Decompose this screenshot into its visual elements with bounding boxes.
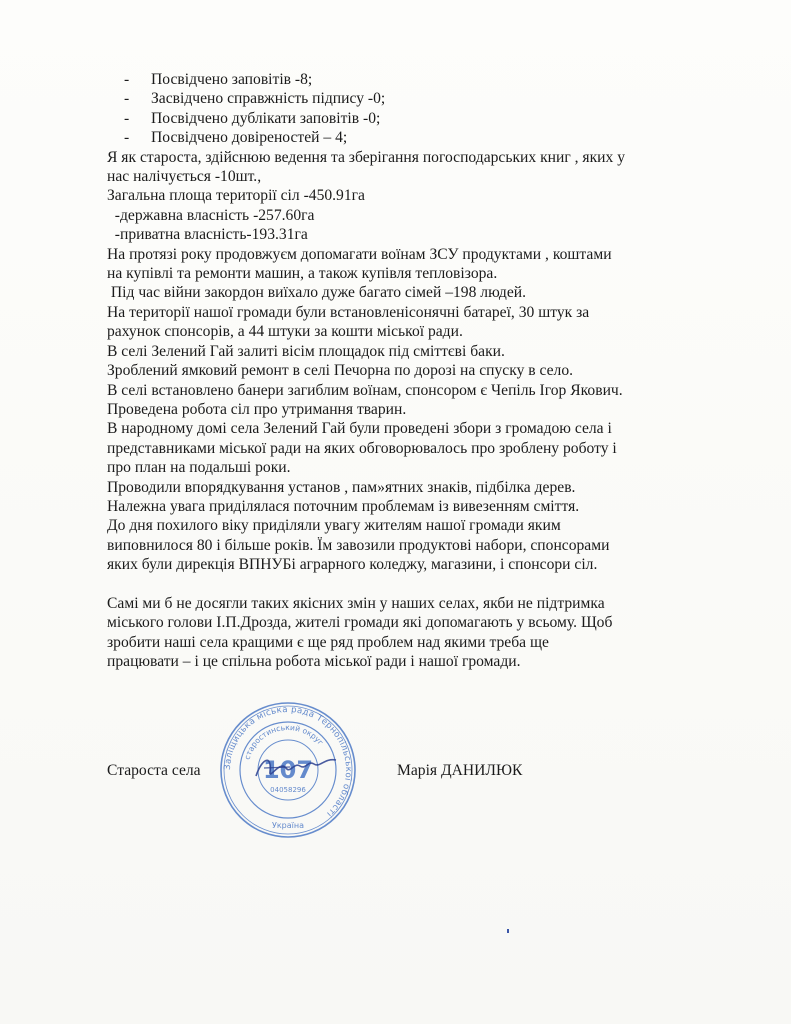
signer-title: Староста села — [107, 762, 201, 779]
text-line: В селі Зелений Гай залиті вісім площадок під сміттєві баки. — [107, 342, 505, 360]
text-line: -приватна власність-193.31га — [107, 226, 308, 244]
stamp-outer-text: Заліщицька міська рада Тернопільської області — [222, 704, 354, 819]
text-line: Проводили впорядкування установ , пам»ятних знаків, підбілка дерев. — [107, 478, 576, 496]
stamp-country: Україна — [271, 821, 305, 830]
signer-name: Марія ДАНИЛЮК — [397, 762, 523, 779]
text-line: нас налічується -10шт., — [107, 168, 262, 186]
list-item: - Засвідчено справжність підпису -0; — [124, 90, 386, 108]
text-line: виповнилося 80 і більше років. Їм завозили продуктові набори, спонсорами — [107, 536, 610, 554]
text-line: На території нашої громади були встановленісонячні батареї, 30 штук за — [107, 303, 590, 321]
text-line: Зроблений ямковий ремонт в селі Печорна по дорозі на спуску в село. — [107, 362, 574, 380]
document-body — [107, 70, 747, 672]
text-line: міського голови І.П.Дрозда, жителі громади які допомагають у всьому. Щоб — [107, 614, 613, 632]
text-line: на купівлі та ремонти машин, а також купівля тепловізора. — [107, 265, 498, 283]
text-line: рахунок спонсорів, а 44 штуки за кошти міської ради. — [107, 323, 463, 341]
handwritten-signature — [250, 750, 340, 786]
text-line: В народному домі села Зелений Гай були проведені збори з громадою села і — [107, 420, 612, 438]
stamp-inner-text: старостинський округ — [242, 722, 326, 761]
text-line: Проведена робота сіл про утримання тварин. — [107, 400, 407, 418]
paragraph-gap — [107, 575, 747, 594]
text-line: Загальна площа території сіл -450.91га — [107, 187, 365, 205]
text-line: яких були дирекція ВПНУБі аграрного коледжу, магазини, і спонсори сіл. — [107, 556, 598, 574]
paper-speck — [506, 928, 510, 934]
text-line: про план на подальші роки. — [107, 459, 291, 477]
stamp-number: 107 — [262, 756, 314, 784]
text-line: зробити наші села кращими є ще ряд проблем над якими треба ще — [107, 633, 549, 651]
text-line: Я як староста, здійснюю ведення та зберігання погосподарських книг , яких у — [107, 148, 626, 166]
list-item: - Посвідчено довіреностей – 4; — [124, 129, 348, 147]
text-line: В селі встановлено банери загиблим воїнам, спонсором є Чепіль Ігор Якович. — [107, 381, 623, 399]
stamp-code: 04058296 — [270, 786, 306, 794]
bullet-dash: - — [124, 129, 130, 147]
text-line: На протязі року продовжуєм допомагати воїнам ЗСУ продуктами , коштами — [107, 245, 612, 263]
list-item: - Посвідчено дублікати заповітів -0; — [124, 109, 381, 127]
bullet-dash: - — [124, 71, 130, 88]
text-line: Належна увага приділялася поточним проблемам із вивезенням сміття. — [107, 497, 580, 515]
text-line: представниками міської ради на яких обговорювалось про зроблену роботу і — [107, 439, 617, 457]
bullet-dash: - — [124, 109, 130, 127]
list-item: - Посвідчено заповітів -8; — [124, 71, 313, 88]
text-line: -державна власність -257.60га — [107, 206, 315, 224]
text-line: працювати – і це спільна робота міської ради і нашої громади. — [107, 653, 521, 671]
text-line: До дня похилого віку приділяли увагу жителям нашої громади яким — [107, 517, 561, 535]
text-line: Самі ми б не досягли таких якісних змін у наших селах, якби не підтримка — [107, 594, 605, 612]
text-line: Під час війни закордон виїхало дуже багато сімей –198 людей. — [107, 284, 527, 302]
bullet-dash: - — [124, 90, 130, 108]
